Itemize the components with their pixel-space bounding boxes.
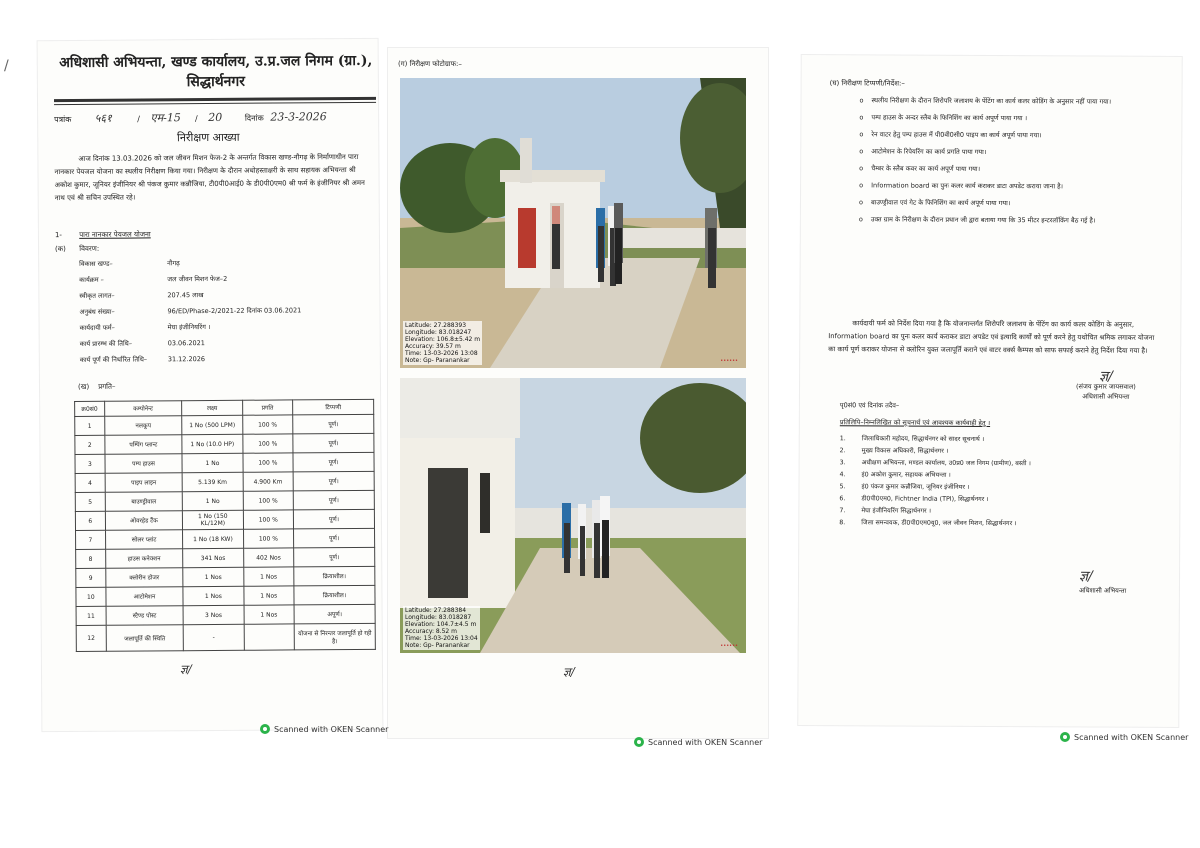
copy-recipient [839, 517, 1149, 531]
table-cell: अपूर्ण। [294, 604, 375, 624]
table-cell: ओवरहेड टैंक [105, 511, 183, 531]
detail-key: कार्यक्रम – [79, 275, 104, 284]
table-row [76, 566, 375, 587]
table-row [75, 471, 374, 492]
oken-logo-icon [1060, 732, 1070, 742]
table-cell: 1 Nos [243, 567, 294, 586]
table-cell: पूर्ण। [293, 490, 374, 510]
table-cell: योजना से निरन्तर जलापूर्ति हो रही है। [294, 623, 375, 650]
observation-item: o उक्त ग्राम के निरीक्षण के दौरान प्रधान जी द्वारा बताया गया कि 35 मीटर इन्टरलॉकिंग बैठ गई है। [859, 214, 1159, 226]
table-cell: 6 [75, 511, 105, 530]
geo-tag-line: Longitude: 83.018287 [405, 614, 472, 621]
copy-recipient-text: डी0पी0एम0, Fichtner India (TPI), सिद्धार्थनगर । [861, 495, 989, 503]
detail-value: नौगढ़ [167, 259, 180, 268]
page-photographs [388, 48, 768, 738]
photo1-watermark: •••••• [720, 358, 738, 364]
table-cell: 100 % [243, 491, 294, 510]
footer-signature-mark: ज्ञ/ [1078, 568, 1093, 585]
detail-row [79, 273, 369, 284]
table-cell: पूर्ण। [293, 414, 374, 434]
table-cell: पूर्ण। [293, 433, 374, 453]
footer-signer-title: अधिशासी अभियन्ता [1078, 586, 1127, 595]
geo-tag-line: Longitude: 83.018247 [405, 329, 472, 336]
reference-line: पत्रांक ५६१ / एम-15 / 20 दिनांक 23-3-2026 [54, 110, 327, 125]
detail-row [80, 321, 370, 332]
detail-row [79, 289, 369, 300]
section-number: 1- [54, 231, 62, 240]
table-cell: 12 [76, 625, 106, 651]
scanner-text-1: Scanned with OKEN Scanner [274, 724, 389, 734]
table-header-cell: लक्ष्य [182, 400, 242, 415]
photo2-watermark: •••••• [720, 643, 738, 649]
table-header-cell: टिप्पणी [293, 399, 374, 415]
table-cell: 1 No [182, 453, 242, 472]
scanner-label-1 [260, 724, 388, 734]
page-inspection-report [38, 39, 383, 731]
detail-row [79, 257, 369, 268]
table-cell: 11 [76, 606, 106, 625]
detail-key: विकास खण्ड– [79, 259, 113, 268]
table-cell: पूर्ण। [293, 509, 374, 529]
geo-tag-photo2 [403, 606, 480, 650]
ref-year: 20 [208, 110, 223, 125]
table-cell: 1 Nos [183, 567, 243, 586]
table-cell: स्टैण्ड पोस्ट [106, 606, 184, 626]
table-cell: 3 Nos [183, 605, 243, 624]
table-cell: 100 % [242, 453, 293, 472]
table-cell: 5 [75, 492, 105, 511]
geo-tag-line: Elevation: 104.7±4.5 m [405, 621, 477, 628]
table-cell: 8 [76, 549, 106, 568]
photos-heading: (ग) निरीक्षण फोटोग्राफ:– [398, 60, 462, 68]
copy-recipient-number: 7. [839, 507, 846, 515]
table-cell: नलकूप [104, 416, 182, 436]
observation-item: o Information board का पुनः कलर कार्य कराकर डाटा अपडेट कराया जाना है। [859, 180, 1159, 192]
copy-recipient-number: 4. [839, 471, 846, 479]
table-cell: पूर्ण। [293, 471, 374, 491]
table-cell: 1 Nos [244, 605, 295, 624]
table-cell: 1 Nos [183, 586, 243, 605]
table-cell: - [183, 624, 243, 650]
table-cell: 1 Nos [243, 586, 294, 605]
table-cell: सोलर प्लांट [105, 530, 183, 550]
site-photo-boundary [400, 378, 746, 653]
table-cell: बाउण्ड्रीवाल [105, 492, 183, 512]
geo-tag-line: Note: Gp- Paranankar [405, 642, 470, 649]
detail-value: 31.12.2026 [167, 355, 206, 364]
table-cell: 2 [75, 435, 105, 454]
table-cell: 5.139 Km [182, 472, 242, 491]
table-header-cell: प्रगति [242, 400, 293, 415]
sub-b-label: (ख) [77, 382, 90, 391]
detail-key: कार्य प्रारम्भ की तिथि– [79, 339, 133, 348]
table-cell: 402 Nos [243, 548, 294, 567]
date-label: दिनांक [244, 113, 264, 123]
office-header-line2: सिद्धार्थनगर [186, 73, 246, 91]
table-header-cell: क्र0सं0 [75, 401, 105, 416]
table-cell: क्रियाशील। [294, 585, 375, 605]
geo-tag-line: Accuracy: 39.57 m [405, 343, 461, 350]
table-cell: पूर्ण। [294, 547, 375, 567]
table-cell: आटोमेशन [106, 587, 184, 607]
section-heading [55, 230, 151, 240]
table-cell: 341 Nos [183, 548, 243, 567]
table-cell: पाइप लाइन [105, 473, 183, 493]
page-observations [798, 55, 1182, 727]
sub-a-label: (क) [55, 245, 66, 254]
table-row [75, 490, 374, 511]
table-cell: 4.900 Km [243, 472, 294, 491]
table-cell: 7 [76, 530, 106, 549]
table-cell: जलापूर्ति की स्थिति [106, 625, 184, 652]
sub-a-title: विवरण: [79, 244, 100, 253]
signature-block [1076, 368, 1136, 401]
scanner-text-3: Scanned with OKEN Scanner [1074, 732, 1189, 742]
scanner-label-3 [1060, 732, 1188, 742]
table-cell: 1 [75, 416, 105, 435]
geo-tag-line: Note: Gp- Paranankar [405, 357, 470, 364]
table-cell: 100 % [242, 415, 293, 434]
signature-mark: ज्ञ/ [1099, 368, 1113, 385]
sub-b-title: प्रगति– [98, 382, 116, 391]
detail-key: अनुबंध संख्या– [79, 307, 115, 316]
detail-value: 207.45 लाख [167, 291, 204, 300]
observation-item: o आटोमेशन के रिपेयरिंग का कार्य प्रगति पाया गया। [859, 146, 1159, 158]
detail-value: 03.06.2021 [167, 339, 205, 348]
copy-recipient-text: जिलाधिकारी महोदय, सिद्धार्थनगर को सादर सूचनार्थ । [861, 435, 985, 443]
table-row [76, 604, 375, 625]
geo-tag-line: Accuracy: 8.52 m [405, 628, 457, 635]
detail-value: जल जीवन मिशन फेज–2 [167, 274, 228, 284]
copy-recipients-list [839, 433, 1149, 531]
table-row [76, 623, 375, 651]
table-row [75, 452, 374, 473]
table-body [75, 414, 376, 651]
table-cell: 1 No (150 KL/12M) [183, 510, 243, 529]
ref-label: पत्रांक [54, 114, 72, 125]
copy-recipient-text: इं0 पंकज कुमार कन्नौजिया, जूनियर इंजीनियर । [861, 483, 970, 491]
oken-logo-icon [634, 737, 644, 747]
detail-key: कार्य पूर्ण की निर्धारित तिथि– [79, 355, 148, 364]
observation-item: o रेन वाटर हेतु पम्प हाउस में पी0वी0सी0 पाइप का कार्य अपूर्ण पाया गया। [859, 129, 1159, 141]
table-cell: पूर्ण। [294, 528, 375, 548]
geo-tag-line: Time: 13-03-2026 13:04 [405, 635, 478, 642]
section-title: पारा नानकार पेयजल योजना [79, 230, 151, 239]
copy-recipient-text: मुख्य विकास अधिकारी, सिद्धार्थनगर । [861, 447, 949, 455]
table-row [75, 414, 374, 435]
scanner-text-2: Scanned with OKEN Scanner [648, 737, 763, 747]
signer-name: (संजय कुमार जायसवाल) [1076, 382, 1136, 391]
page-corner-mark: / [4, 58, 9, 74]
table-row [76, 585, 375, 606]
table-cell: 1 No (500 LPM) [182, 415, 242, 434]
site-photo-pump-house [400, 78, 746, 368]
table-cell: पूर्ण। [293, 452, 374, 472]
detail-row [79, 305, 369, 316]
progress-table [74, 399, 376, 652]
table-row [76, 547, 375, 568]
office-header [56, 51, 376, 93]
date-value: 23-3-2026 [270, 110, 327, 124]
copy-recipient-text: अधीक्षण अभियन्ता, मण्डल कार्यालय, उ0प्र0 जल निगम (ग्रामीण), बस्ती । [861, 459, 1031, 468]
copy-recipient-number: 8. [839, 519, 846, 527]
table-cell: 10 [76, 587, 106, 606]
table-header-cell: कम्पोनेन्ट [104, 401, 182, 417]
table-cell: क्लोरीन डोजर [105, 568, 183, 588]
office-header-line1: अधिशासी अभियन्ता, खण्ड कार्यालय, उ.प्र.जल निगम (ग्रा.), [59, 52, 373, 72]
observation-item: o बाउण्ड्रीवाल एवं गेट के फिनिशिंग का कार्य अपूर्ण पाया गया। [859, 197, 1159, 209]
oken-logo-icon [260, 724, 270, 734]
table-cell: पम्प हाउस [105, 454, 183, 474]
detail-value: 96/ED/Phase-2/2021-22 दिनांक 03.06.2021 [167, 306, 302, 316]
copy-recipient-text: इं0 अकोश कुमार, सहायक अभियन्ता । [861, 471, 951, 479]
detail-value: मेघा इंजीनियरिंग । [167, 322, 211, 332]
report-title: निरीक्षण आख्या [176, 130, 240, 145]
directive-paragraph: कार्यदायी फर्म को निर्देश दिया गया है कि योजनान्तर्गत शिरोपरि जलाशय के पेंटिंग का कार्य कलर कोडिंग के अनुसार, Information board का पुनः कलर कार्य कराकर डाटा अपडेट एवं इत्यादि कार्यों को पूर्ण करने हेतु यथोचित श्रमिक लगाकर योजना का कार्य पूर्ण कराकर योजना से क्लोरिन युक्त जलापूर्ति कराने एवं वाटर वर्क्स कैम्पस को साफ सफाई कराने हेतु निर्देश दिया गया है। [828, 319, 1155, 355]
geo-tag-line: Latitude: 27.288393 [405, 322, 467, 329]
table-cell: 3 [75, 454, 105, 473]
detail-key: स्वीकृत लागत– [79, 291, 115, 300]
observations-list [859, 95, 1160, 233]
signer-title: अधिशासी अभियन्ता [1082, 392, 1130, 401]
scanner-label-2 [634, 737, 762, 747]
geo-tag-line: Latitude: 27.288384 [405, 607, 467, 614]
observation-item: o चैम्बर के स्लैब कवर का कार्य अपूर्ण पाया गया। [859, 163, 1159, 175]
copy-recipient-number: 2. [839, 447, 846, 455]
copy-recipient-text: जिला समन्वयक, डी0पी0एम0यू0, जल जीवन मिशन, सिद्धार्थनगर । [861, 519, 1017, 528]
intro-paragraph: आज दिनांक 13.03.2026 को जल जीवन मिशन फेज-2 के अन्तर्गत विकास खण्ड-नौगढ़ के निर्माणाधीन पारा नानकार पेयजल योजना का स्थलीय निरीक्षण किया गया। निरीक्षण के दौरान अधोहस्ताक्षरी के साथ सहायक अभियन्ता श्री अकोश कुमार, जूनियर इंजीनियर श्री पंकज कुमार कन्नौजिया, टी0पी0आई0 के डी0पी0एम0 श्री फर्म के इंजीनियर श्री अमन नाथ एवं श्री सचिन उपस्थित रहे। [54, 152, 365, 203]
geo-tag-line: Time: 13-03-2026 13:08 [405, 350, 478, 357]
observation-item: o स्थलीय निरीक्षण के दौरान शिरोपरि जलाशय के पेंटिंग का कार्य कलर कोडिंग के अनुसार नहीं पाया गया। [859, 95, 1159, 107]
copy-recipient-number: 3. [839, 459, 846, 467]
ref-number: ५६१ [94, 111, 112, 125]
table-cell: हाउस कनेक्शन [105, 549, 183, 569]
geo-tag-photo1 [403, 321, 482, 365]
copy-line: प्रतिलिपि–निम्नलिखित को सूचनार्थ एवं आवश्यक कार्यवाही हेतु । [839, 418, 991, 428]
table-cell: 4 [75, 473, 105, 492]
copy-recipient-text: मेघा इंजीनियरिंग सिद्धार्थनगर । [861, 507, 932, 515]
footer-signature-block [1079, 566, 1126, 594]
table-row [75, 509, 374, 530]
detail-row [80, 353, 370, 364]
detail-row [80, 337, 370, 348]
table-cell: 1 No (10.0 HP) [182, 434, 242, 453]
table-cell [244, 624, 295, 650]
table-row [76, 528, 375, 549]
table-row [75, 433, 374, 454]
detail-key: कार्यदायी फर्म– [79, 323, 115, 332]
ref-code: एम-15 [150, 111, 181, 125]
observation-item: o पम्प हाउस के अन्दर स्लैब के फिनिशिंग का कार्य अपूर्ण पाया गया । [859, 112, 1159, 124]
observations-heading: (घ) निरीक्षण टिप्पणी/निर्देश:– [829, 79, 905, 88]
table-cell: क्रियाशील। [294, 566, 375, 586]
table-cell: 100 % [243, 529, 294, 548]
header-rule-thin [54, 102, 376, 105]
signature-initials-p2: ज्ञ/ [563, 665, 575, 679]
copy-recipient-number: 1. [839, 435, 846, 443]
table-cell: पम्पिंग प्लान्ट [105, 435, 183, 455]
geo-tag-line: Elevation: 106.8±5.42 m [405, 336, 481, 343]
copy-recipient-number: 5. [839, 483, 846, 491]
table-cell: 100 % [242, 434, 293, 453]
signature-initials: ज्ञ/ [179, 662, 192, 677]
sub-a-heading [55, 245, 99, 254]
table-cell: 9 [76, 568, 106, 587]
table-cell: 1 No [183, 491, 243, 510]
copy-recipient-number: 6. [839, 495, 846, 503]
table-cell: 100 % [243, 510, 294, 529]
sub-b-heading [78, 383, 116, 392]
pn-line: पृ0सं0 एवं दिनांक तदैव– [839, 401, 900, 410]
table-cell: 1 No (18 KW) [183, 529, 243, 548]
